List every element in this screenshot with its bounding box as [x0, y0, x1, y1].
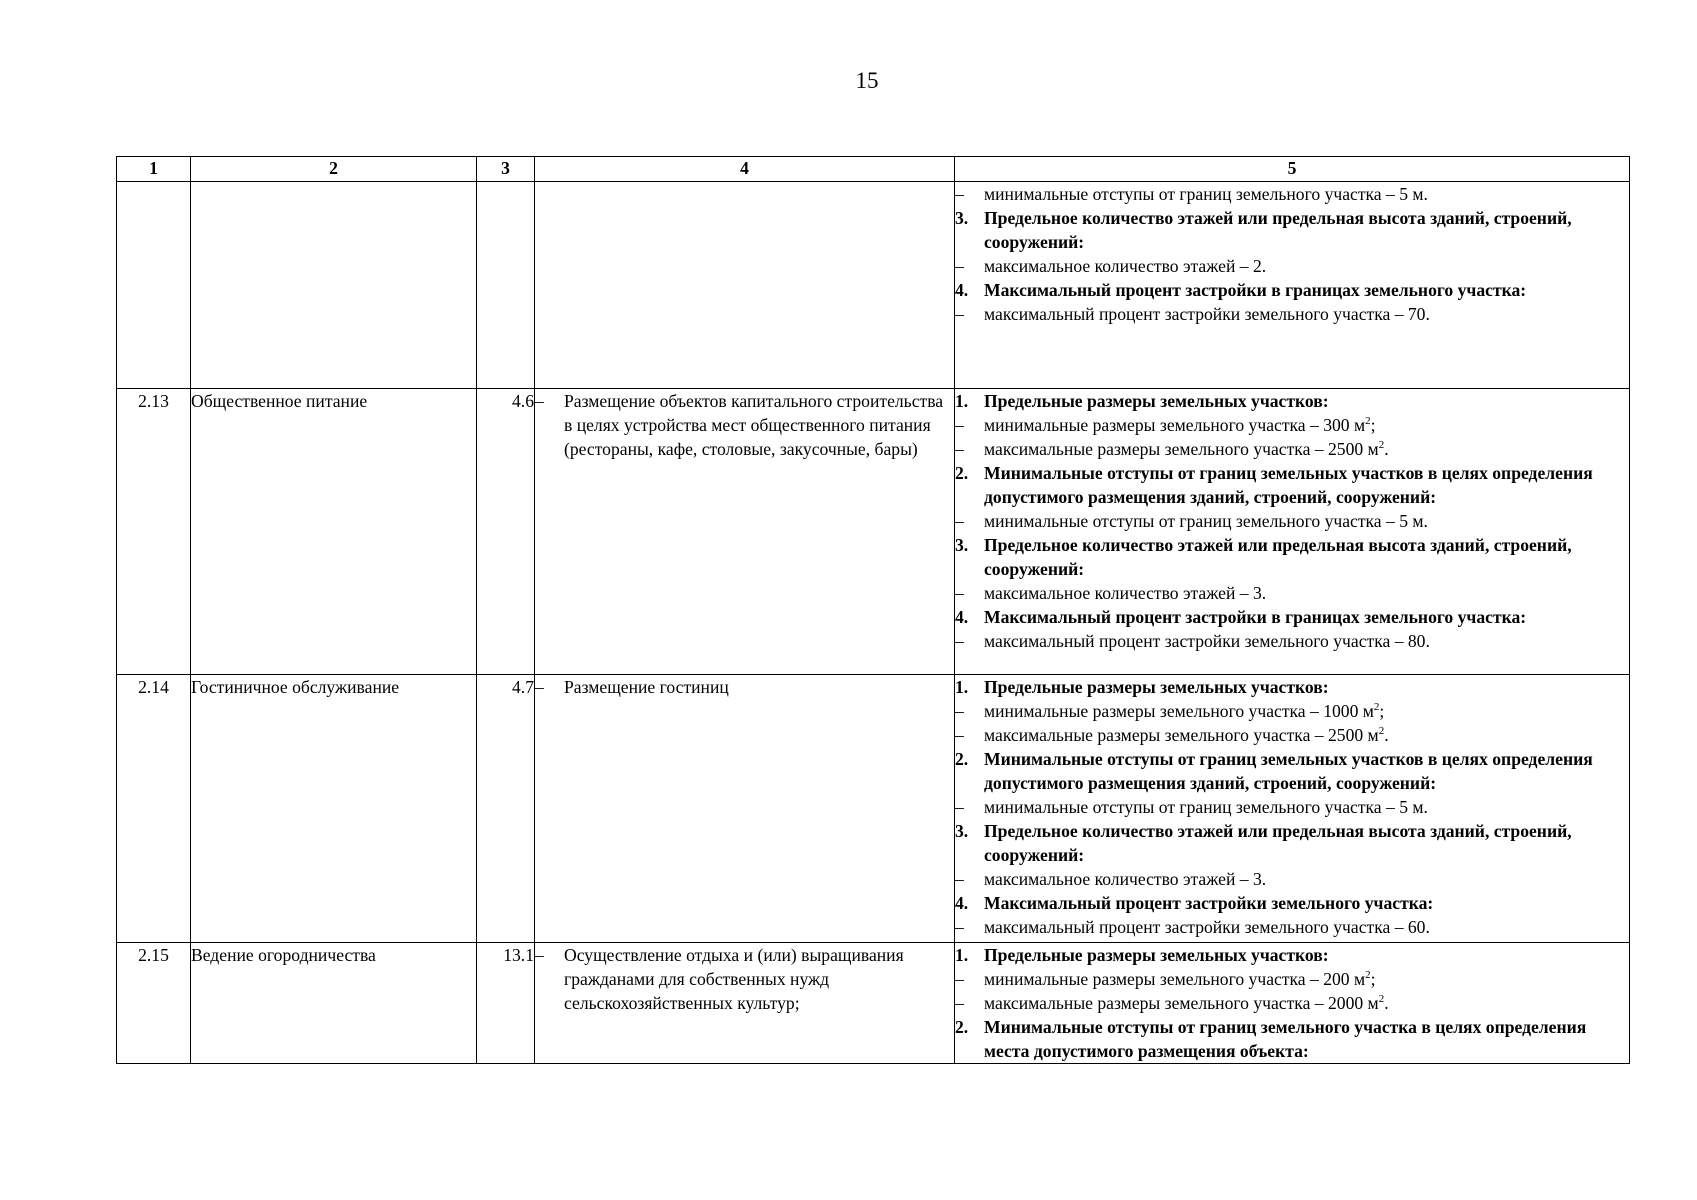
parameter-heading [955, 819, 1629, 867]
land-use-code-cell: 4.6 [477, 389, 535, 675]
item-number: 2. [955, 749, 969, 769]
parameter-text: максимальное количество этажей – 3. [984, 583, 1267, 603]
parameter-text-wrap [984, 206, 1629, 254]
parameter-item [955, 629, 1629, 653]
parameter-text: минимальные отступы от границ земельного участка – 5 м. [984, 184, 1428, 204]
dash-marker: – [955, 304, 964, 324]
item-number: 2. [955, 1017, 969, 1037]
column-header: 5 [955, 157, 1630, 182]
land-use-description-cell [535, 182, 955, 389]
table-row [117, 389, 1630, 675]
parameter-text: минимальные размеры земельного участка – 300 м [984, 415, 1366, 435]
land-use-name-cell [191, 182, 477, 389]
parameter-text: Предельные размеры земельных участков: [984, 677, 1329, 697]
dash-marker: – [955, 184, 964, 204]
parameter-text: минимальные отступы от границ земельного участка – 5 м. [984, 511, 1428, 531]
parameter-text-wrap [984, 413, 1629, 437]
table-header-row [117, 157, 1630, 182]
item-number: 1. [955, 945, 969, 965]
punctuation: ; [1370, 415, 1376, 435]
land-use-name-cell: Общественное питание [191, 389, 477, 675]
item-number: 2. [955, 463, 969, 483]
land-use-description-cell [535, 675, 955, 943]
unit-exponent: 2 [1373, 701, 1380, 714]
parameter-text: Минимальные отступы от границ земельных участков в целях определения допустимого размещения зданий, строений, сооружений: [984, 463, 1593, 507]
parameter-text-wrap [984, 699, 1629, 723]
dash-marker: – [955, 256, 964, 276]
parameter-text-wrap [984, 915, 1629, 939]
parameter-text: минимальные отступы от границ земельного участка – 5 м. [984, 797, 1428, 817]
parameter-text-wrap [984, 302, 1629, 326]
parameter-heading [955, 675, 1629, 699]
parameter-item [955, 723, 1629, 747]
parameter-text-wrap [984, 819, 1629, 867]
parameter-heading [955, 206, 1629, 254]
land-use-code-cell: 4.7 [477, 675, 535, 943]
parameter-text: максимальные размеры земельного участка – 2000 м [984, 993, 1379, 1013]
description-item [535, 675, 954, 699]
unit-exponent: 2 [1378, 725, 1385, 738]
parameter-text: максимальное количество этажей – 3. [984, 869, 1267, 889]
parameter-text: Предельное количество этажей или предельная высота зданий, строений, сооружений: [984, 208, 1572, 252]
parameter-text-wrap [984, 533, 1629, 581]
item-number: 3. [955, 821, 969, 841]
row-number-cell: 2.15 [117, 943, 191, 1064]
parameter-text: максимальные размеры земельного участка – 2500 м [984, 725, 1379, 745]
parameter-text-wrap [984, 675, 1629, 699]
dash-marker: – [535, 391, 544, 411]
parameter-text: Максимальный процент застройки в границах земельного участка: [984, 280, 1527, 300]
parameter-text-wrap [984, 1015, 1629, 1063]
parameter-text: Предельное количество этажей или предельная высота зданий, строений, сооружений: [984, 535, 1572, 579]
parameter-text: Минимальные отступы от границ земельных участков в целях определения допустимого размещения зданий, строений, сооружений: [984, 749, 1593, 793]
description-text: Размещение гостиниц [564, 677, 729, 697]
parameter-heading [955, 891, 1629, 915]
unit-exponent: 2 [1378, 439, 1385, 452]
parameter-item [955, 795, 1629, 819]
parameter-text: максимальные размеры земельного участка – 2500 м [984, 439, 1379, 459]
parameter-text-wrap [984, 581, 1629, 605]
unit-exponent: 2 [1365, 415, 1371, 428]
parameter-text-wrap [984, 629, 1629, 653]
dash-marker: – [955, 725, 964, 745]
parameter-item [955, 867, 1629, 891]
page-number: 15 [855, 68, 879, 93]
item-number: 1. [955, 677, 969, 697]
parameter-text: Максимальный процент застройки в границах земельного участка: [984, 607, 1527, 627]
parameter-text-wrap [984, 254, 1629, 278]
parameter-text-wrap [984, 795, 1629, 819]
land-use-code-cell [477, 182, 535, 389]
dash-marker: – [955, 631, 964, 651]
parameter-heading [955, 278, 1629, 302]
punctuation: . [1384, 725, 1389, 745]
dash-marker: – [535, 677, 544, 697]
item-number: 3. [955, 208, 969, 228]
parameter-item [955, 699, 1629, 723]
parameter-text-wrap [984, 437, 1629, 461]
punctuation: . [1384, 993, 1389, 1013]
dash-marker: – [535, 945, 544, 965]
item-number: 4. [955, 280, 969, 300]
parameter-item [955, 437, 1629, 461]
parameter-heading [955, 605, 1629, 629]
parameters-cell [955, 675, 1630, 943]
dash-marker: – [955, 583, 964, 603]
row-number-cell: 2.13 [117, 389, 191, 675]
parameter-item [955, 915, 1629, 939]
row-number-cell: 2.14 [117, 675, 191, 943]
parameter-heading [955, 389, 1629, 413]
parameter-text: максимальный процент застройки земельного участка – 60. [984, 917, 1430, 937]
row-number-cell [117, 182, 191, 389]
dash-marker: – [955, 969, 964, 989]
parameter-text: Предельные размеры земельных участков: [984, 945, 1329, 965]
dash-marker: – [955, 917, 964, 937]
parameter-text: максимальное количество этажей – 2. [984, 256, 1267, 276]
description-item [535, 389, 954, 461]
parameter-text: Предельные размеры земельных участков: [984, 391, 1329, 411]
item-number: 4. [955, 893, 969, 913]
parameter-text-wrap [984, 182, 1629, 206]
dash-marker: – [955, 415, 964, 435]
parameter-text-wrap [984, 747, 1629, 795]
land-use-name-cell: Ведение огородничества [191, 943, 477, 1064]
parameter-text: Максимальный процент застройки земельного участка: [984, 893, 1434, 913]
dash-marker: – [955, 701, 964, 721]
parameter-heading [955, 943, 1629, 967]
land-use-code-cell: 13.1 [477, 943, 535, 1064]
parameter-text: Минимальные отступы от границ земельного участка в целях определения места допустимого размещения объекта: [984, 1017, 1587, 1061]
parameter-text-wrap [984, 278, 1629, 302]
description-text: Осуществление отдыха и (или) выращивания гражданами для собственных нужд сельскохозяйственных культур; [564, 945, 904, 1013]
table-row [117, 943, 1630, 1064]
unit-exponent: 2 [1378, 993, 1385, 1006]
parameter-item [955, 182, 1629, 206]
parameter-text: минимальные размеры земельного участка – 1000 м [984, 701, 1374, 721]
parameter-text: максимальный процент застройки земельного участка – 70. [984, 304, 1430, 324]
parameter-heading [955, 461, 1629, 509]
parameter-heading [955, 533, 1629, 581]
parameters-cell [955, 943, 1630, 1064]
parameter-item [955, 254, 1629, 278]
land-use-description-cell [535, 389, 955, 675]
parameter-text-wrap [984, 461, 1629, 509]
parameters-cell [955, 389, 1630, 675]
dash-marker: – [955, 869, 964, 889]
column-header: 2 [191, 157, 477, 182]
parameter-item [955, 967, 1629, 991]
punctuation: ; [1370, 969, 1376, 989]
dash-marker: – [955, 797, 964, 817]
parameter-text-wrap [984, 991, 1629, 1015]
parameter-text-wrap [984, 723, 1629, 747]
description-item [535, 943, 954, 1015]
land-use-description-cell [535, 943, 955, 1064]
parameter-item [955, 991, 1629, 1015]
parameter-heading [955, 747, 1629, 795]
parameter-item [955, 581, 1629, 605]
parameter-text-wrap [984, 943, 1629, 967]
parameters-cell [955, 182, 1630, 389]
parameter-text: минимальные размеры земельного участка – 200 м [984, 969, 1366, 989]
parameter-item [955, 302, 1629, 326]
regulations-table [116, 156, 1630, 1064]
parameter-text-wrap [984, 605, 1629, 629]
dash-marker: – [955, 439, 964, 459]
item-number: 3. [955, 535, 969, 555]
parameter-item [955, 509, 1629, 533]
parameter-heading [955, 1015, 1629, 1063]
column-header: 4 [535, 157, 955, 182]
punctuation: ; [1379, 701, 1385, 721]
parameter-text: Предельное количество этажей или предельная высота зданий, строений, сооружений: [984, 821, 1572, 865]
column-header: 3 [477, 157, 535, 182]
parameter-text: максимальный процент застройки земельного участка – 80. [984, 631, 1430, 651]
dash-marker: – [955, 511, 964, 531]
table-row [117, 182, 1630, 389]
description-text: Размещение объектов капитального строительства в целях устройства мест общественного питания (рестораны, кафе, столовые, закусочные, бары) [564, 391, 944, 459]
dash-marker: – [955, 993, 964, 1013]
parameter-text-wrap [984, 891, 1629, 915]
column-header: 1 [117, 157, 191, 182]
item-number: 4. [955, 607, 969, 627]
parameter-text-wrap [984, 967, 1629, 991]
table-row [117, 675, 1630, 943]
punctuation: . [1384, 439, 1389, 459]
item-number: 1. [955, 391, 969, 411]
unit-exponent: 2 [1365, 969, 1371, 982]
parameter-text-wrap [984, 509, 1629, 533]
parameter-item [955, 413, 1629, 437]
parameter-text-wrap [984, 867, 1629, 891]
land-use-name-cell: Гостиничное обслуживание [191, 675, 477, 943]
parameter-text-wrap [984, 389, 1629, 413]
